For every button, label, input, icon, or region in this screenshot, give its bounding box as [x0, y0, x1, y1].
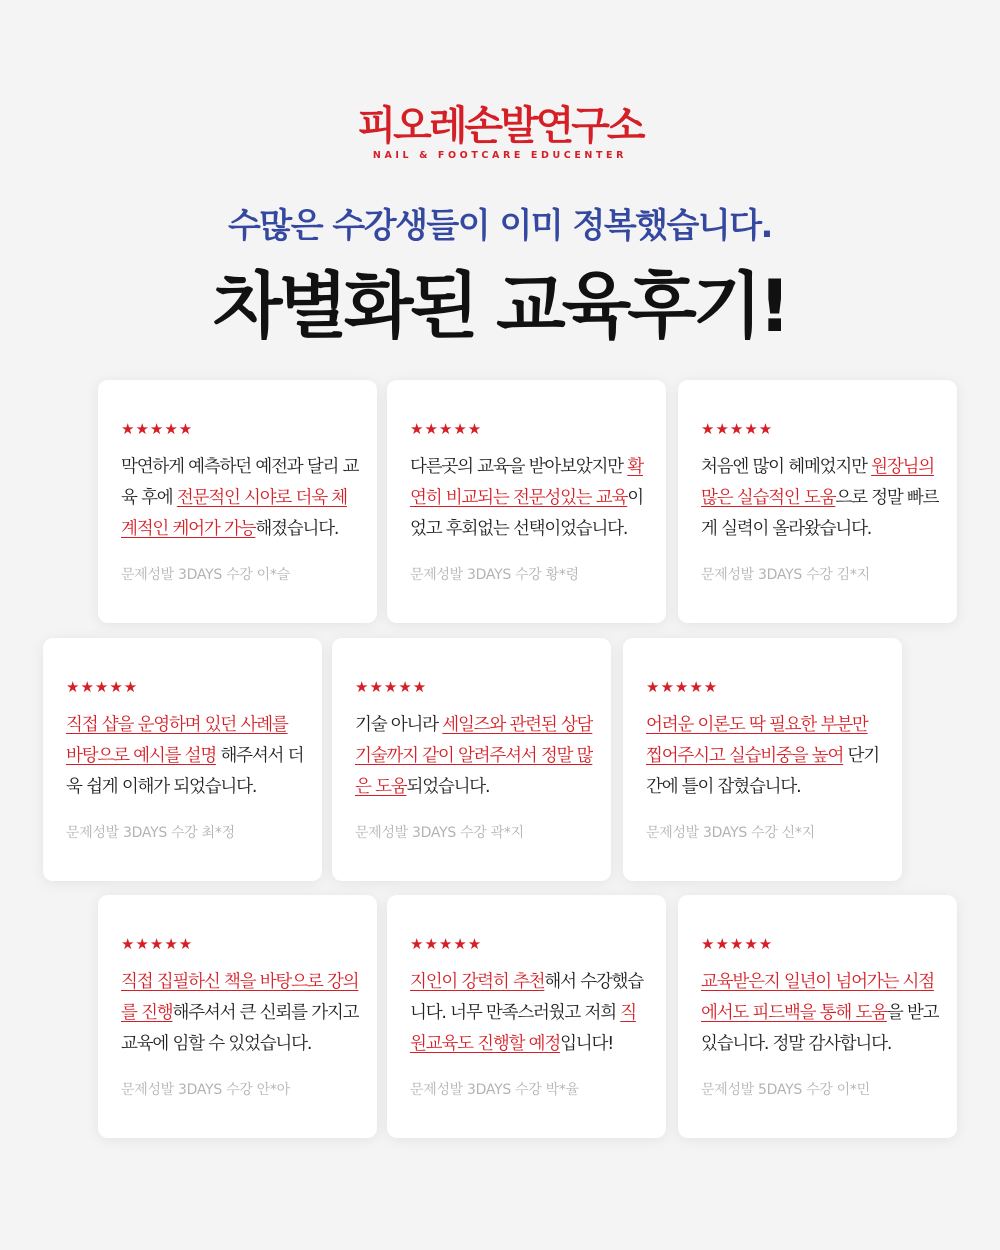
review-text — [701, 452, 939, 545]
review-text-segment: 입니다! — [560, 1034, 614, 1054]
review-author: 문제성발 3DAYS 수강 곽*지 — [355, 825, 524, 841]
review-text-segment: 막연하게 예측하던 예전과 달리 교육 후에 — [121, 457, 359, 508]
review-author: 문제성발 3DAYS 수강 최*정 — [66, 825, 235, 841]
review-text-segment: 처음엔 많이 헤메었지만 — [701, 457, 872, 477]
logo-wordmark — [345, 104, 654, 148]
highlighted-text: 확연히 비교되는 전문성있는 교육 — [410, 457, 643, 508]
logo-text: 피오레손발연구소 — [357, 103, 643, 149]
review-text-segment: 으로 정말 빠르게 실력이 올라왔습니다. — [701, 488, 939, 539]
review-text-segment: 단기간에 틀이 잡혔습니다. — [646, 746, 879, 797]
highlighted-text: 교육받은지 일년이 넘어가는 시점에서도 피드백을 통해 도움 — [701, 972, 934, 1023]
review-card — [43, 638, 322, 881]
brand-logo — [0, 104, 1000, 161]
highlighted-text: 직접 샵을 운영하며 있던 사례를 바탕으로 예시를 설명 — [66, 715, 288, 766]
page-subtitle: 수많은 수강생들이 이미 정복했습니다. — [228, 206, 772, 246]
highlighted-text: 지인이 강력히 추천 — [410, 972, 545, 992]
star-rating: ★★★★★ — [410, 420, 483, 438]
highlighted-text: 세일즈와 관련된 상담 기술까지 같이 알려주셔서 정말 많은 도움 — [355, 715, 593, 797]
review-card — [98, 895, 377, 1138]
highlighted-text: 전문적인 시야로 더욱 체계적인 케어가 가능 — [121, 488, 347, 539]
review-text-segment: 해졌습니다. — [255, 519, 339, 539]
review-text — [355, 710, 593, 803]
star-rating: ★★★★★ — [355, 678, 428, 696]
star-rating: ★★★★★ — [410, 935, 483, 953]
review-text-segment: 다른곳의 교육을 받아보았지만 — [410, 457, 628, 477]
highlighted-text: 원장님의 많은 실습적인 도움 — [701, 457, 934, 508]
review-text — [410, 452, 648, 545]
star-rating: ★★★★★ — [701, 935, 774, 953]
review-card — [678, 380, 957, 623]
star-rating: ★★★★★ — [121, 935, 194, 953]
star-rating: ★★★★★ — [646, 678, 719, 696]
review-author: 문제성발 3DAYS 수강 신*지 — [646, 825, 815, 841]
review-card — [387, 380, 666, 623]
review-text — [66, 710, 304, 803]
review-text-segment: 해주셔서 더욱 쉽게 이해가 되었습니다. — [66, 746, 304, 797]
review-author: 문제성발 3DAYS 수강 이*슬 — [121, 567, 290, 583]
review-card — [387, 895, 666, 1138]
highlighted-text: 어려운 이론도 딱 필요한 부분만 찝어주시고 실습비중을 높여 — [646, 715, 868, 766]
review-text-segment: 해주셔서 큰 신뢰를 가지고 교육에 임할 수 있었습니다. — [121, 1003, 359, 1054]
review-card — [623, 638, 902, 881]
review-text-segment: 이었고 후회없는 선택이었습니다. — [410, 488, 643, 539]
review-author: 문제성발 3DAYS 수강 김*지 — [701, 567, 870, 583]
review-author: 문제성발 5DAYS 수강 이*민 — [701, 1082, 870, 1098]
review-text-segment: 해서 수강했습니다. 너무 만족스러웠고 저희 — [410, 972, 643, 1023]
highlighted-text: 직접 집필하신 책을 바탕으로 강의를 진행 — [121, 972, 359, 1023]
star-rating: ★★★★★ — [701, 420, 774, 438]
review-text — [646, 710, 884, 803]
review-card — [332, 638, 611, 881]
star-rating: ★★★★★ — [121, 420, 194, 438]
review-text-segment: 을 받고있습니다. 정말 감사합니다. — [701, 1003, 939, 1054]
review-card — [98, 380, 377, 623]
review-text — [121, 452, 359, 545]
logo-subtext: NAIL & FOOTCARE EDUCENTER — [372, 150, 628, 161]
review-author: 문제성발 3DAYS 수강 안*아 — [121, 1082, 290, 1098]
review-card — [678, 895, 957, 1138]
star-rating: ★★★★★ — [66, 678, 139, 696]
review-text-segment: 되었습니다. — [406, 777, 490, 797]
highlighted-text: 직원교육도 진행할 예정 — [410, 1003, 636, 1054]
review-text — [121, 967, 359, 1060]
review-author: 문제성발 3DAYS 수강 황*령 — [410, 567, 579, 583]
review-text — [701, 967, 939, 1060]
page-title: 차별화된 교육후기! — [212, 264, 788, 348]
review-text — [410, 967, 648, 1060]
review-author: 문제성발 3DAYS 수강 박*율 — [410, 1082, 579, 1098]
review-text-segment: 기술 아니라 — [355, 715, 443, 735]
